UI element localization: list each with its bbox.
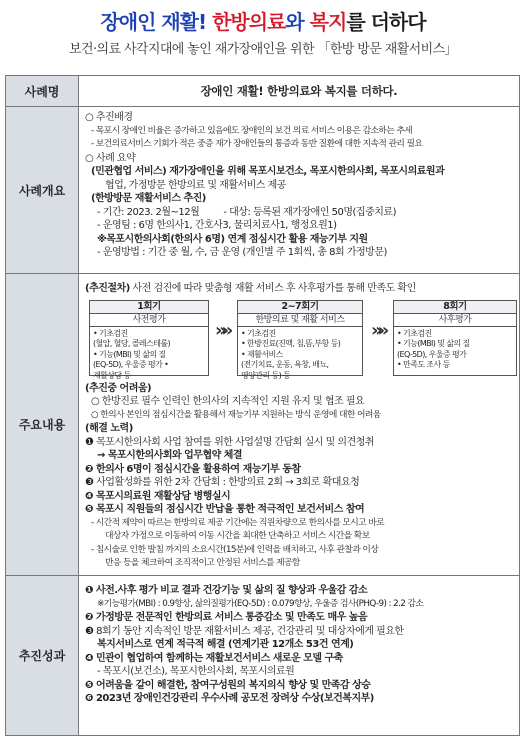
team-line: - 운영팀 : 6명 한의사1, 간호사3, 물리치료사1, 행정요원1) bbox=[97, 220, 337, 231]
stage-2-detail: • 한방진료(진맥, 침,뜸,부항 등) bbox=[241, 339, 341, 348]
case-table bbox=[5, 75, 520, 736]
result-3-line-2: 복지서비스로 연계 적극적 해결 (연계기관 12개소 53건 연계) bbox=[97, 639, 354, 650]
title-part-and: 와 bbox=[285, 10, 304, 34]
stage-2-name: 한방의료 및 재활 서비스 bbox=[238, 314, 362, 327]
title-part-add: 를 더하다 bbox=[346, 10, 426, 34]
stage-1-detail: (EQ-5D), 우울증 평가 • bbox=[93, 360, 169, 369]
solution-1-result: → 목포시한의사회와 업무협약 체결 bbox=[97, 450, 243, 461]
stage-1-details bbox=[90, 327, 208, 384]
document-title bbox=[0, 6, 526, 35]
summary-heading: ○ 사례 요약 bbox=[85, 152, 136, 164]
result-1: ❶ 사전.사후 평가 비교 결과 건강기능 및 삶의 질 향상과 우울감 감소 bbox=[85, 585, 368, 596]
stage-1 bbox=[89, 300, 209, 380]
overview-block bbox=[79, 107, 519, 264]
results-block bbox=[79, 576, 519, 710]
visit-service-heading: (한방방문 재활서비스 추진) bbox=[91, 193, 206, 204]
content-cell bbox=[79, 274, 520, 576]
target-text: - 대상: 등록된 재가장애인 50명(집중치료) bbox=[223, 206, 396, 218]
stage-3-detail: • 만족도 조사 등 bbox=[397, 360, 450, 369]
label-content: 주요내용 bbox=[6, 274, 79, 576]
period-target-line bbox=[85, 206, 513, 220]
difficulty-2: ○ 한의사 본인의 점심시간을 활용해서 재능기부 지원하는 방식 운영에 대한 어려움 bbox=[91, 409, 381, 420]
stage-2-detail: • 재활서비스 bbox=[241, 349, 283, 359]
label-overview: 사례개요 bbox=[6, 107, 79, 274]
result-1-note: ※기능평가(MBI) : 0.9향상, 삶의질평가(EQ-5D) : 0.079향상, 우울증 검사(PHQ-9) : 2.2 감소 bbox=[97, 598, 424, 609]
stage-3-details bbox=[394, 327, 516, 373]
stage-1-detail: (혈압, 혈당, 콜레스테롤) bbox=[93, 339, 170, 348]
title-part-rehab: 장애인 재활! bbox=[100, 10, 207, 34]
method-line: - 운영방법 : 기간 중 월, 수, 금 운영 (개인별 주 1회씩, 총 8회 가정방문) bbox=[97, 247, 387, 258]
document-header bbox=[0, 0, 526, 66]
title-part-korean-medicine: 한방의료 bbox=[212, 10, 286, 34]
stage-1-number: 1회기 bbox=[90, 301, 208, 314]
stage-3-detail: • 기능(MBI) 및 삶의 질 bbox=[397, 339, 470, 348]
title-part-welfare: 복지 bbox=[309, 10, 347, 34]
background-line-1: - 목포시 장애인 비율은 증가하고 있음에도 장애인의 보건 의료 서비스 이용은 감소하는 추세 bbox=[91, 125, 413, 136]
case-title: 장애인 재활! 한방의료와 복지를 더하다. bbox=[200, 84, 398, 98]
label-case-name: 사례명 bbox=[6, 76, 79, 107]
solution-heading: (해결 노력) bbox=[85, 423, 133, 434]
stage-2 bbox=[237, 300, 363, 380]
result-4: ❹ 민관이 협업하여 함께하는 재활보건서비스 새로운 모델 구축 bbox=[85, 652, 343, 664]
overview-cell bbox=[79, 107, 520, 274]
result-4-partners: - 목포시(보건소), 목포시한의사회, 목포시의료원 bbox=[97, 666, 295, 677]
collab-line-1: (민관협업 서비스) 재가장애인을 위해 목포시보건소, 목포시한의사회, 목포시의료원과 bbox=[91, 166, 445, 177]
result-2: ❷ 가정방문 전문적인 한방의료 서비스 통증감소 및 만족도 매우 높음 bbox=[85, 612, 368, 623]
procedure-flow bbox=[85, 300, 513, 380]
solution-5-detail-1: - 시간적 제약이 따르는 한방의료 제공 기간에는 직원차량으로 한의사를 모시고 바로 bbox=[91, 517, 385, 528]
label-results: 추진성과 bbox=[6, 576, 79, 736]
stage-3 bbox=[393, 300, 517, 376]
procedure-intro-label: (추진절차) bbox=[85, 283, 130, 294]
stage-2-detail: 영양관리 등) 등 bbox=[241, 370, 291, 380]
stage-2-number: 2~7회기 bbox=[238, 301, 362, 314]
talent-donation-note: ※목포시한의사회(한의사 6명) 연계 점심시간 활용 재능기부 지원 bbox=[97, 233, 368, 245]
period-text: - 기간: 2023. 2월~12월 bbox=[97, 206, 200, 218]
stage-1-name: 사전평가 bbox=[90, 314, 208, 327]
result-5: ❺ 어려움을 같이 해결한, 참여구성원의 복지의식 향상 및 만족감 상승 bbox=[85, 679, 371, 691]
stage-arrow-1: »» bbox=[215, 319, 229, 341]
procedure-intro-text: 사전 검진에 따라 맞춤형 재활 서비스 후 사후평가를 통해 만족도 확인 bbox=[129, 283, 416, 294]
difficulty-heading: (추진중 어려움) bbox=[85, 382, 152, 394]
stage-1-detail: • 기능(MBI) 및 삶의 질 bbox=[93, 349, 166, 359]
solution-5-detail-3: - 침시술로 인한 발침 까지의 소요시간(15분)에 인력을 배치하고, 사후 관찰과 이상 bbox=[91, 544, 379, 555]
solution-2: ❷ 한의사 6명이 점심시간을 활용하여 재능기부 동참 bbox=[85, 463, 301, 475]
stage-3-detail: • 기초검진 bbox=[397, 328, 432, 338]
stage-1-detail: 재활상담 등 bbox=[93, 370, 131, 380]
procedure-intro bbox=[85, 282, 513, 296]
content-block bbox=[79, 274, 519, 575]
solution-5: ❺ 목포시 직원들의 점심시간 반납을 통한 적극적인 보건서비스 참여 bbox=[85, 504, 365, 515]
difficulty-1: ○ 한방진료 필수 인력인 한의사의 지속적인 지원 유지 및 협조 필요 bbox=[91, 396, 365, 407]
stage-3-number: 8회기 bbox=[394, 301, 516, 314]
stage-2-details bbox=[238, 327, 362, 384]
stage-3-detail: (EQ-5D), 우울증 평가 bbox=[397, 349, 467, 359]
stage-arrow-2: »» bbox=[371, 319, 385, 341]
case-name-cell bbox=[79, 76, 520, 107]
background-line-2: - 보건의료서비스 기회가 적은 중증 재가 장애인들의 통증과 동반 질환에 대한 지속적 관리 필요 bbox=[91, 139, 423, 149]
results-cell bbox=[79, 576, 520, 736]
solution-5-detail-2: 대상자 가정으로 이동하여 이동 시간을 최대한 단축하고 서비스 시간을 확보 bbox=[105, 531, 370, 541]
solution-5-detail-4: 반응 등을 체크하여 조직적이고 안정된 서비스를 제공함 bbox=[105, 558, 300, 568]
solution-1: ❶ 목포시한의사회 사업 참여를 위한 사업설명 간담회 실시 및 의견청취 bbox=[85, 436, 375, 448]
background-heading: ○ 추진배경 bbox=[85, 112, 133, 123]
solution-4: ❹ 목포시의료원 재활상담 병행실시 bbox=[85, 490, 231, 502]
stage-2-detail: (전기치료, 운동, 욕창, 배뇨, bbox=[241, 360, 329, 369]
collab-line-2: 협업, 가정방문 한방의료 및 재활서비스 제공 bbox=[105, 179, 286, 191]
stage-2-detail: • 기초검진 bbox=[241, 328, 276, 338]
stage-3-name: 사후평가 bbox=[394, 314, 516, 327]
document-subtitle: 보건·의료 사각지대에 놓인 재가장애인을 위한 「한방 방문 재활서비스」 bbox=[69, 42, 457, 57]
result-6: ❻ 2023년 장애인건강관리 우수사례 공모전 장려상 수상(보건복지부) bbox=[85, 693, 374, 704]
result-3-line-1: ❸ 8회기 동안 지속적인 방문 재활서비스 제공, 건강관리 및 대상자에게 필요한 bbox=[85, 625, 404, 637]
stage-1-detail: • 기초검진 bbox=[93, 328, 128, 338]
solution-3: ❸ 사업활성화를 위한 2차 간담회 : 한방의료 2회 → 3회로 확대요청 bbox=[85, 477, 360, 488]
